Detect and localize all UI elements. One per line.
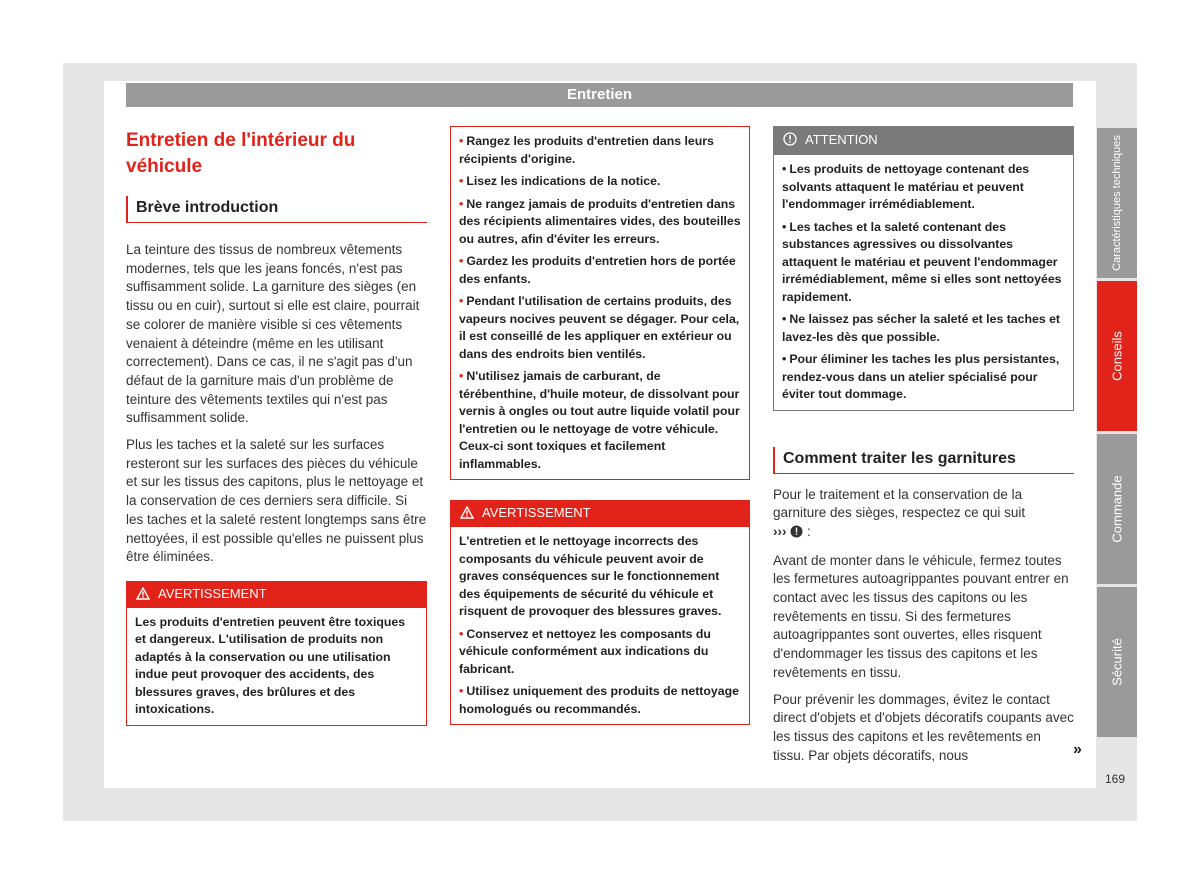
exclamation-circle-icon bbox=[783, 129, 797, 155]
list-item: • Pendant l'utilisation de certains produits, des vapeurs nocives peuvent se dégager. Pour cela, il est conseillé de les appliquer en extérieur ou dans des endroits bien ventilés. bbox=[459, 294, 740, 361]
list-item: • Lisez les indications de la notice. bbox=[459, 174, 661, 188]
list-item: • Pour éliminer les taches les plus persistantes, rendez-vous dans un atelier spécialisé pour éviter tout dommage. bbox=[782, 352, 1060, 401]
bullet-icon: • bbox=[782, 312, 787, 326]
attention-box-header bbox=[774, 127, 1073, 155]
chapter-header: Entretien bbox=[126, 83, 1073, 107]
warning-triangle-icon bbox=[136, 584, 150, 608]
bullet-icon: • bbox=[782, 352, 787, 366]
list-item: • Les taches et la saleté contenant des substances agressives ou dissolvantes attaquent le matériau et peuvent l'endommager irrémédiablement, même si elles sont nettoyées rapidement. bbox=[782, 219, 1062, 304]
bullet-icon: • bbox=[459, 369, 464, 383]
tab-conseils[interactable]: Conseils bbox=[1097, 281, 1137, 431]
warning-label: AVERTISSEMENT bbox=[482, 505, 591, 520]
bullet-icon: • bbox=[459, 294, 464, 308]
tab-securite[interactable]: Sécurité bbox=[1097, 587, 1137, 737]
list-item: • Ne rangez jamais de produits d'entretien dans des récipients alimentaires vides, des bouteilles ou autres, afin d'éviter les erreurs. bbox=[459, 196, 741, 246]
bullet-icon: • bbox=[459, 254, 464, 268]
warning-box-1 bbox=[126, 581, 427, 726]
section-heading-garnitures: Comment traiter les garnitures bbox=[773, 447, 1074, 474]
continue-arrow-icon: » bbox=[1073, 741, 1082, 758]
column-1 bbox=[126, 126, 427, 726]
list-item: • Ne laissez pas sécher la saleté et les taches et lavez-les dès que possible. bbox=[782, 312, 1061, 344]
warning-label: AVERTISSEMENT bbox=[158, 585, 267, 601]
warning-box-header bbox=[451, 501, 749, 527]
column-3 bbox=[773, 126, 1074, 765]
bullet-icon: • bbox=[459, 626, 464, 641]
bullet-icon: • bbox=[782, 219, 787, 234]
bullet-icon: • bbox=[459, 134, 464, 148]
column-2 bbox=[450, 126, 750, 725]
warning-triangle-icon bbox=[460, 503, 474, 527]
intro-paragraph-2: Plus les taches et la saleté sur les surfaces resteront sur les surfaces des pièces du véhicule et sur les tissus des capitons, plus le nettoyage et la conservation de ces derniers sera difficile. Si les taches et la saleté restent longtemps sans être nettoyées, il est possible qu'elles ne puissent plus être éliminées. bbox=[126, 437, 427, 565]
bullet-icon: • bbox=[459, 684, 464, 698]
tab-caracteristiques-techniques[interactable]: Caractéristiques techniques bbox=[1097, 128, 1137, 278]
attention-box bbox=[773, 126, 1074, 411]
list-item: • N'utilisez jamais de carburant, de térébenthine, d'huile moteur, de dissolvant pour vernis à ongles ou tout autre liquide volatil pour l'entretien ou le nettoyage de votre véhicule. Ceux-ci sont toxiques et facilement inflammables. bbox=[459, 369, 740, 471]
warning-box-2 bbox=[450, 500, 750, 725]
warning-intro: L'entretien et le nettoyage incorrects des composants du véhicule peuvent avoir de graves conséquences sur le fonctionnement des équipements de sécurité du véhicule et risquent de provoquer des blessures graves. bbox=[459, 534, 722, 618]
list-item: • Rangez les produits d'entretien dans leurs récipients d'origine. bbox=[459, 134, 714, 166]
page-title: Entretien de l'intérieur du véhicule bbox=[126, 130, 356, 177]
intro-paragraph-1: La teinture des tissus de nombreux vêtements modernes, tels que les jeans foncés, n'est pas suffisamment solide. La garniture des sièges (en tissu ou en cuir), surtout si elle est claire, pourrait se colorer de manière visible si ces vêtements venaient à déteindre (même en les utilisant correctement). Dans ce cas, il ne s'agit pas d'un défaut de la garniture mais d'un problème de teinture des vêtements textiles qui n'est pas suffisamment solide. bbox=[126, 242, 420, 426]
cross-reference-link[interactable]: ››› bbox=[773, 523, 787, 539]
bullet-icon: • bbox=[782, 162, 787, 176]
garnitures-paragraph-2: Avant de monter dans le véhicule, fermez toutes les fermetures autoagrippantes pouvant entrer en contact avec les tissus des capitons ou les revêtements en tissu. Si des fermetures autoagrippantes sont ouvertes, elles risquent d'endommager les tissus des capitons et les revêtements en tissu. bbox=[773, 552, 1069, 680]
list-item: • Gardez les produits d'entretien hors de portée des enfants. bbox=[459, 254, 736, 286]
garnitures-paragraph-3: Pour prévenir les dommages, évitez le contact direct d'objets et d'objets décoratifs coupants avec les tissus des capitons et les revêtements en tissu. Par objets décoratifs, nous bbox=[773, 691, 1074, 763]
warning-box-continued bbox=[450, 126, 750, 480]
section-heading-intro: Brève introduction bbox=[126, 196, 427, 223]
list-item: • Les produits de nettoyage contenant des solvants attaquent le matériau et peuvent l'endommager irrémédiablement. bbox=[782, 162, 1030, 211]
warning-text: Les produits d'entretien peuvent être toxiques et dangereux. L'utilisation de produits non adaptés à la conservation ou une utilisation indue peut provoquer des accidents, des blessures graves, des brûlures et des intoxications. bbox=[135, 614, 406, 717]
page-number: 169 bbox=[1104, 772, 1125, 786]
tab-commande[interactable]: Commande bbox=[1097, 434, 1137, 584]
attention-label: ATTENTION bbox=[805, 132, 878, 147]
list-item: • Conservez et nettoyez les composants du véhicule conformément aux indications du fabricant. bbox=[459, 626, 711, 676]
bullet-icon: • bbox=[459, 174, 464, 188]
exclamation-circle-icon bbox=[790, 525, 803, 544]
warning-box-header bbox=[127, 582, 426, 608]
list-item: • Utilisez uniquement des produits de nettoyage homologués ou recommandés. bbox=[459, 684, 739, 716]
garnitures-paragraph-1: Pour le traitement et la conservation de la garniture des sièges, respectez ce qui suit ››› : bbox=[773, 486, 1074, 544]
bullet-icon: • bbox=[459, 196, 464, 211]
